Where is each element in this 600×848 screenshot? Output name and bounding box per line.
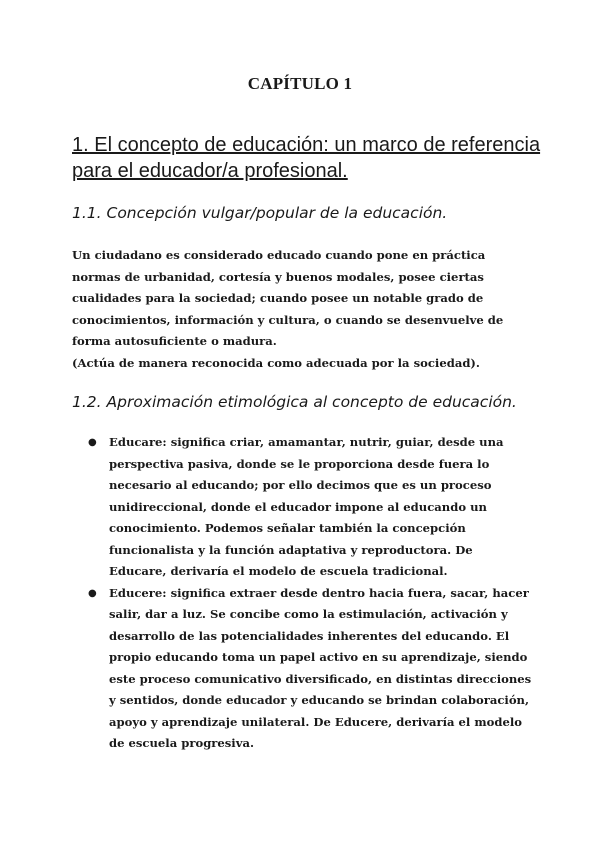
- chapter-title: CAPÍTULO 1: [247, 74, 353, 93]
- section-title: 1. El concepto de educación: un marco de referencia para el educador/a profesional.: [72, 134, 541, 182]
- subsection-1-title: 1.1. Concepción vulgar/popular de la educación.: [72, 204, 448, 222]
- subsection-2-title: 1.2. Aproximación etimológica al concepto de educación.: [72, 393, 517, 411]
- paragraph-text: Un ciudadano es considerado educado cuando pone en práctica normas de urbanidad, cortesía y buenos modales, posee ciertas cualidades para la sociedad; cuando posee un notable grado de conocimientos, información y cultura, o cuando se desenvuelve de forma autosuficiente o madura.: [72, 248, 504, 348]
- bullet-icon: ●: [88, 437, 97, 448]
- subsection-1-paragraph: [72, 245, 532, 374]
- bullet-icon: ●: [88, 587, 97, 599]
- list-item: [72, 432, 532, 583]
- etymology-list: [72, 432, 532, 755]
- list-item-text: Educare: significa criar, amamantar, nutrir, guiar, desde una perspectiva pasiva, donde se le proporciona desde fuera lo necesario al educando; por ello decimos que es un proceso unidireccional, donde el educador impone al educando un conocimiento. Podemos señalar también la concepción funcionalista y la función adaptativa y reproductora. De Educare, derivaría el modelo de escuela tradicional.: [109, 435, 504, 578]
- paragraph-note: (Actúa de manera reconocida como adecuada por la sociedad).: [72, 355, 480, 370]
- list-item-text: Educere: significa extraer desde dentro hacia fuera, sacar, hacer salir, dar a luz. Se concibe como la estimulación, activación y desarrollo de las potencialidades inherentes del educando. El propio educando toma un papel activo en su aprendizaje, siendo este proceso comunicativo diversificado, en distintas direcciones y sentidos, donde educador y educando se brindan colaboración, apoyo y aprendizaje unilateral. De Educere, derivaría el modelo de escuela progresiva.: [109, 585, 532, 750]
- list-item: [72, 583, 532, 755]
